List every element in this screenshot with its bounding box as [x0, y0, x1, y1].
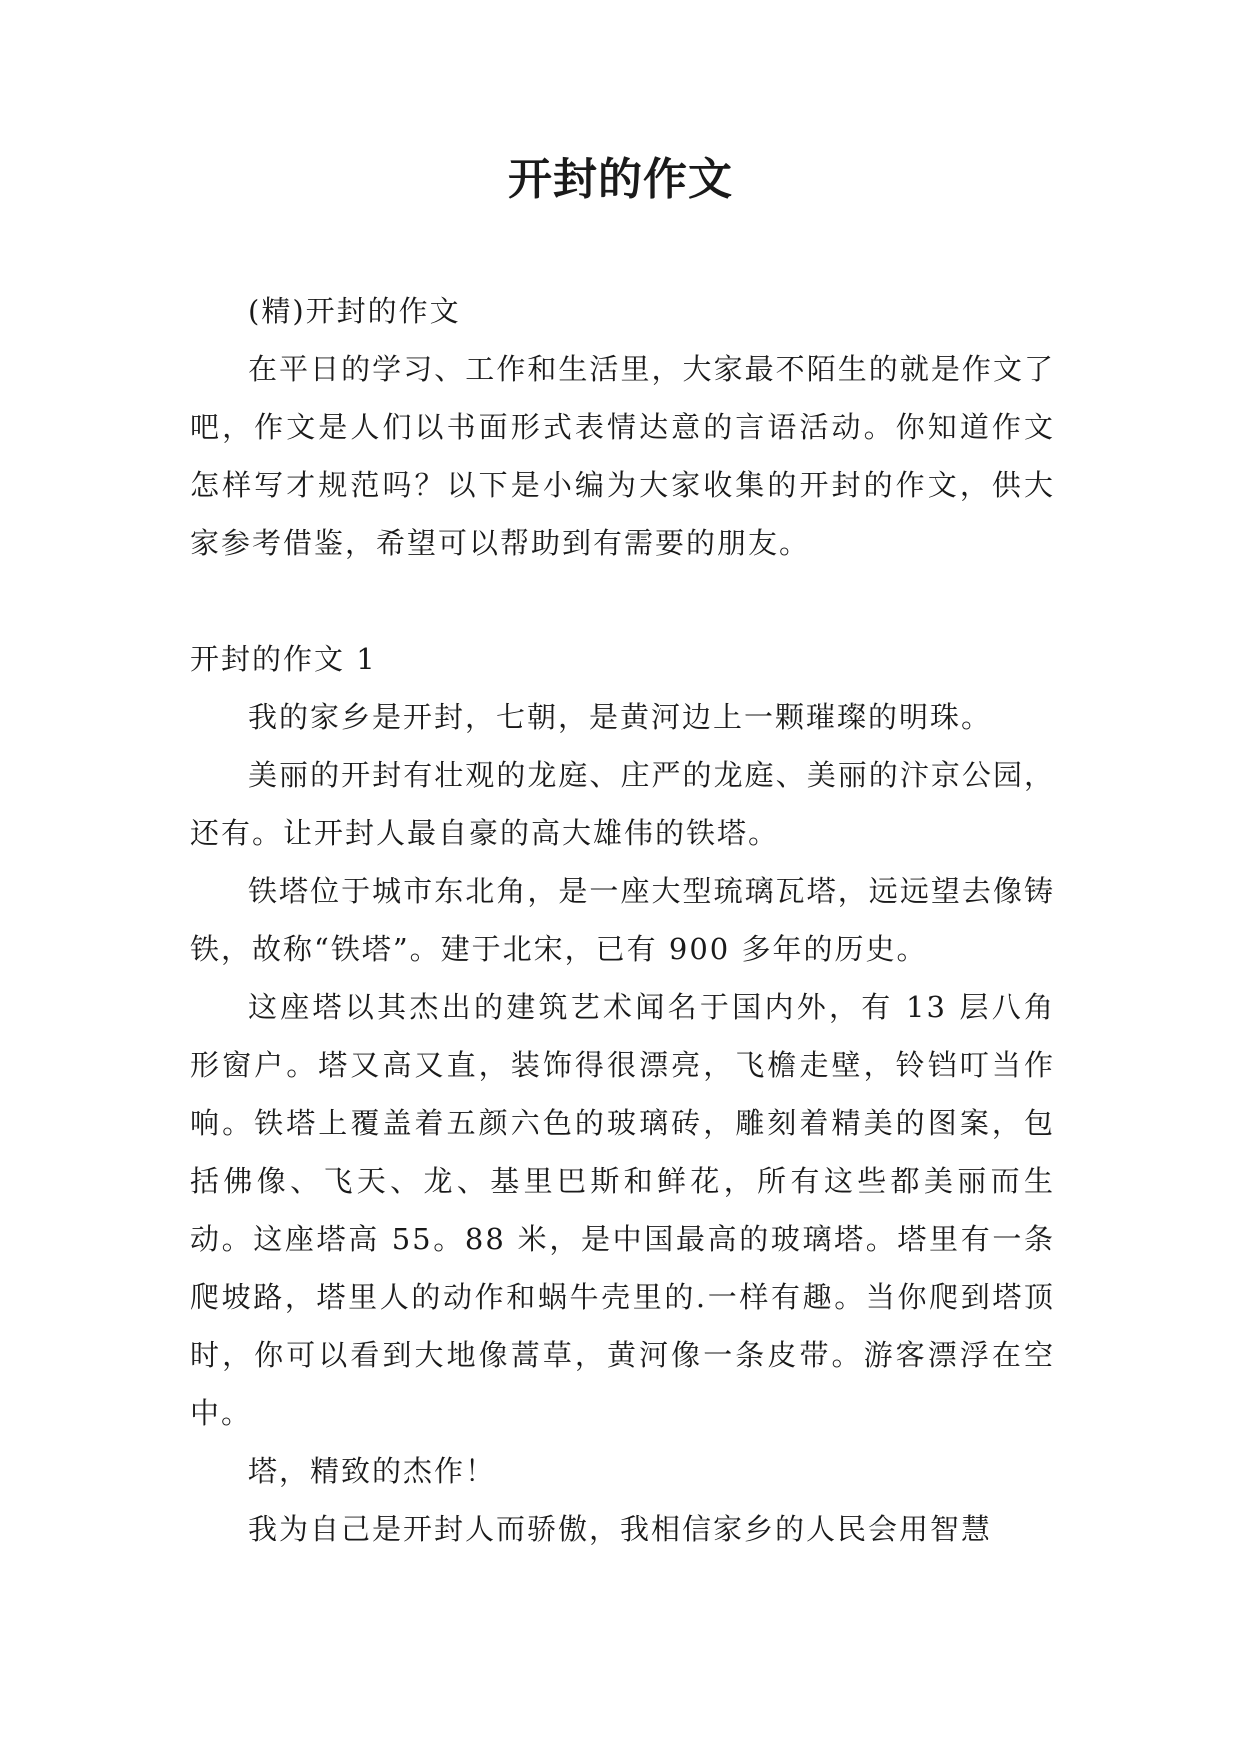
- document-body: [190, 282, 1055, 1558]
- paragraph-3: 铁塔位于城市东北角，是一座大型琉璃瓦塔，远远望去像铸铁，故称“铁塔”。建于北宋，已有 900 多年的历史。: [190, 874, 1055, 966]
- paragraph-4: 这座塔以其杰出的建筑艺术闻名于国内外，有 13 层八角形窗户。塔又高又直，装饰得很漂亮，飞檐走壁，铃铛叮当作响。铁塔上覆盖着五颜六色的玻璃砖，雕刻着精美的图案，包括佛像、飞天、龙、基里巴斯和鲜花，所有这些都美丽而生动。这座塔高 55。88 米，是中国最高的玻璃塔。塔里有一条爬坡路，塔里人的动作和蜗牛壳里的.一样有趣。当你爬到塔顶时，你可以看到大地像蒿草，黄河像一条皮带。游客漂浮在空中。: [190, 990, 1055, 1430]
- section-heading: 开封的作文 1: [190, 642, 377, 676]
- paragraph-5: 塔，精致的杰作！: [248, 1454, 497, 1488]
- paragraph-1: 我的家乡是开封，七朝，是黄河边上一颗璀璨的明珠。: [248, 700, 993, 734]
- document-title: 开封的作文: [508, 154, 733, 205]
- intro-paragraph: 在平日的学习、工作和生活里，大家最不陌生的就是作文了吧，作文是人们以书面形式表情达意的言语活动。你知道作文怎样写才规范吗？以下是小编为大家收集的开封的作文，供大家参考借鉴，希望可以帮助到有需要的朋友。: [190, 352, 1055, 560]
- intro-subtitle: (精)开封的作文: [248, 294, 461, 328]
- section-spacer: [190, 572, 1055, 630]
- paragraph-6: 我为自己是开封人而骄傲，我相信家乡的人民会用智慧: [248, 1512, 993, 1546]
- paragraph-2: 美丽的开封有壮观的龙庭、庄严的龙庭、美丽的汴京公园，还有。让开封人最自豪的高大雄伟的铁塔。: [190, 758, 1055, 850]
